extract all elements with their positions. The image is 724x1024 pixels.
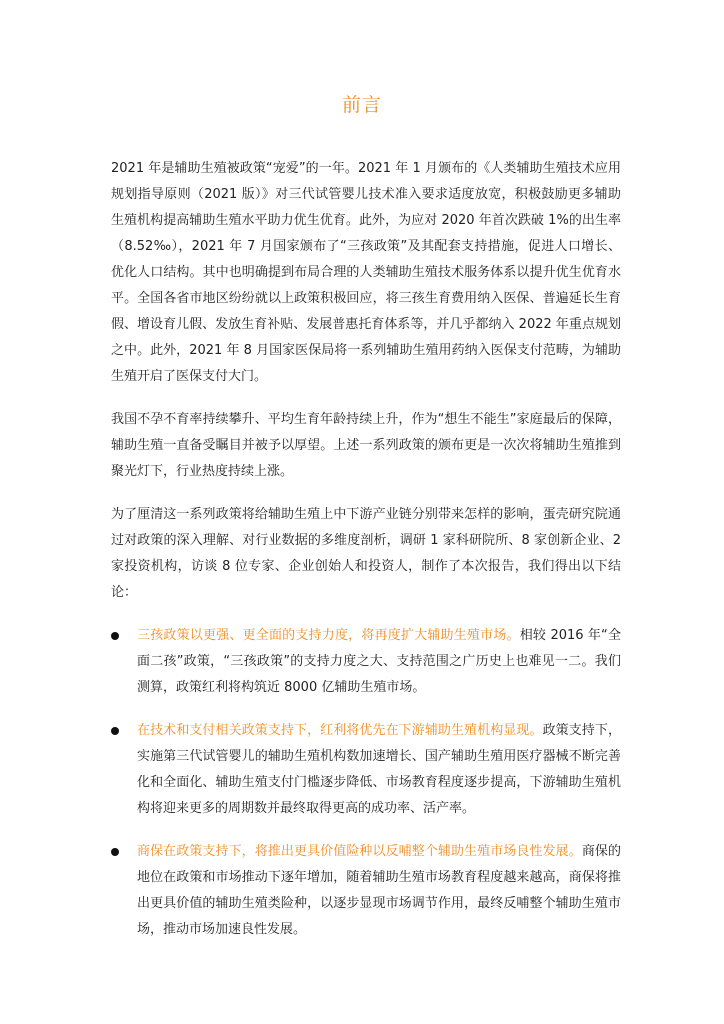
conclusion-item xyxy=(111,623,621,701)
page-title: 前言 xyxy=(341,94,382,116)
intro-paragraph-policy: 2021 年是辅助生殖被政策“宠爱”的一年。2021 年 1 月颁布的《人类辅助生殖技术应用规划指导原则（2021 版）》对三代试管婴儿技术准入要求适度放宽，积极鼓励更多辅助生殖机构提高辅助生殖水平助力优生优育。此外，为应对 2020 年首次跌破 1%的出生率（8.52‰），2021 年 7 月国家颁布了“三孩政策”及其配套支持措施，促进人口增长、优化人口结构。其中也明确提到布局合理的人类辅助生殖技术服务体系以提升优生优育水平。全国各省市地区纷纷就以上政策积极回应，将三孩生育费用纳入医保、普遍延长生育假、增设育儿假、发放生育补贴、发展普惠托育体系等，并几乎都纳入 2022 年重点规划之中。此外，2021 年 8 月国家医保局将一系列辅助生殖用药纳入医保支付范畴，为辅助生殖开启了医保支付大门。 xyxy=(111,161,621,384)
conclusion-body: 相较 2016 年“全面二孩”政策，“三孩政策”的支持力度之大、支持范围之广历史上也难见一二。我们测算，政策红利将构筑近 8000 亿辅助生殖市场。 xyxy=(137,628,621,695)
bullet-dot-icon xyxy=(111,848,119,856)
bullet-dot-icon xyxy=(111,632,119,640)
document-body xyxy=(111,156,621,960)
conclusion-item xyxy=(111,839,621,943)
conclusion-highlight: 三孩政策以更强、更全面的支持力度，将再度扩大辅助生殖市场。 xyxy=(137,628,520,643)
conclusion-highlight: 在技术和支付相关政策支持下，红利将优先在下游辅助生殖机构显现。 xyxy=(137,723,543,738)
conclusion-item xyxy=(111,718,621,822)
conclusion-body: 政策支持下，实施第三代试管婴儿的辅助生殖机构数加速增长、国产辅助生殖用医疗器械不断完善化和全面化、辅助生殖支付门槛逐步降低、市场教育程度逐步提高，下游辅助生殖机构将迎来更多的周期数并最终取得更高的成功率、活产率。 xyxy=(137,723,621,816)
conclusion-body: 商保的地位在政策和市场推动下逐年增加，随着辅助生殖市场教育程度越来越高，商保将推出更具价值的辅助生殖类险种，以逐步显现市场调节作用，最终反哺整个辅助生殖市场，推动市场加速良性发展。 xyxy=(137,844,621,937)
intro-paragraph-research: 为了厘清这一系列政策将给辅助生殖上中下游产业链分别带来怎样的影响，蛋壳研究院通过对政策的深入理解、对行业数据的多维度剖析，调研 1 家科研院所、8 家创新企业、2 家投资机构，访谈 8 位专家、企业创始人和投资人，制作了本次报告，我们得出以下结论： xyxy=(111,507,621,600)
conclusion-list xyxy=(111,623,621,943)
conclusion-highlight: 商保在政策支持下，将推出更具价值险种以反哺整个辅助生殖市场良性发展。 xyxy=(137,844,582,859)
intro-paragraph-industry: 我国不孕不育率持续攀升、平均生育年龄持续上升，作为“想生不能生”家庭最后的保障，辅助生殖一直备受瞩目并被予以厚望。上述一系列政策的颁布更是一次次将辅助生殖推到聚光灯下，行业热度持续上涨。 xyxy=(111,412,621,479)
bullet-dot-icon xyxy=(111,727,119,735)
